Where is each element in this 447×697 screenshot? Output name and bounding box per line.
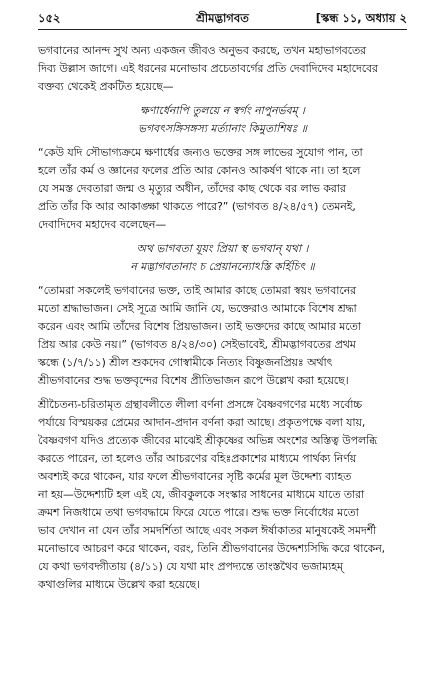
text-line: শ্রীচৈতন্য-চরিতামৃত গ্রন্থাবলীতে লীলা বর্ণনা প্রসঙ্গে বৈষ্ণবগণের মধ্যে সর্বোচ্চ — [38, 398, 363, 411]
text-line: না হয়—উদ্দেশ্যটি হল এই যে, জীবকুলকে সংস্কার সাধনের মাধ্যমে যাতে তারা — [38, 488, 365, 501]
text-line: শ্রীভগবানের শুদ্ধ ভক্তবৃন্দের বিশেষ প্রীতিভাজন রূপে উল্লেখ করা হয়েছে। — [38, 374, 349, 387]
text-line: করেন এবং আমি তাঁদের বিশেষ প্রিয়ভাজন। তাই ভক্তদের কাছে আমার মতো — [38, 320, 361, 333]
verse-1 — [38, 102, 407, 138]
paragraph-3 — [38, 282, 407, 390]
chapter-info: [স্কন্ধ ১১, অধ্যায় ২ — [315, 11, 407, 25]
text-line: “কেউ যদি সৌভাগ্যক্রমে ক্ষণার্ধের জন্যও ভক্তের সঙ্গ লাভের সুযোগ পান, তা — [38, 146, 363, 159]
page-body — [38, 42, 407, 594]
paragraph-4 — [38, 396, 407, 594]
text-line: প্রতি তাঁর কি আর আকাঙ্ক্ষা থাকতে পারে?” (ভাগবত ৪/২৪/৫৭) তেমনই, — [38, 200, 356, 213]
verse-line: অথ ভাগবতা যূয়ং প্রিয়া স্থ ভগবান্ যথা । — [136, 242, 309, 255]
text-line: অবশ্যই করে থাকেন, যার ফলে শ্রীভগবানের সৃষ্টি কর্মের মূল উদ্দেশ্য ব্যাহত — [38, 470, 352, 483]
text-line: মনোভাবে আচরণ করে থাকেন, বরং, তিনি শ্রীভগবানের উদ্দেশ্যসিদ্ধি করে থাকেন, — [38, 542, 386, 555]
text-line: দিব্য উল্লাস জাগে। এই ধরনের মনোভাব প্রচেতাবর্গের প্রতি দেবাদিদেব মহাদেবের — [38, 62, 378, 75]
text-line: পর্যায়ে বিস্ময়কর প্রেমের আদান-প্রদান বর্ণনা করা আছে। প্রকৃতপক্ষে বলা যায়, — [38, 416, 366, 429]
text-line: যে সমস্ত দেবতারা জন্ম ও মৃত্যুর অধীন, তাঁদের কাছ থেকে বর লাভ করার — [38, 182, 346, 195]
text-line: ভগবানের আনন্দ সুখ অন্য একজন জীবও অনুভব করছে, তখন মহাভাগবতের — [38, 44, 367, 57]
verse-2 — [38, 240, 407, 276]
page-number: ১৫২ — [38, 11, 61, 25]
verse-line: ক্ষণার্ধেনাপি তুলয়ে ন স্বর্গং নাপুনর্ভবম্ । — [140, 104, 305, 117]
text-line: মতো শ্রদ্ধাভাজন। সেই সূত্রে আমি জানি যে, ভক্তেরাও আমাকে বিশেষ শ্রদ্ধা — [38, 302, 357, 315]
text-line: ভাব দেখান না যেন তাঁর সমদর্শিতা আছে এবং সকল ঈর্ষাকাতর মানুষকেই সমদর্শী — [38, 524, 377, 537]
verse-line: ন মদ্ভাগবতানাং চ প্রেয়ানন্যোঽস্তি কর্হিচিৎ ॥ — [130, 260, 315, 273]
book-title: শ্রীমদ্ভাগবত — [196, 11, 249, 25]
text-line: বৈষ্ণবগণ যদিও প্রত্যেক জীবের মাঝেই শ্রীকৃষ্ণের অভিন্ন অংশের অস্তিত্ব উপলব্ধি — [38, 434, 377, 447]
page-header — [38, 10, 407, 28]
text-line: কথাগুলির মাধ্যমে উল্লেখ করা হয়েছে। — [38, 578, 200, 591]
text-line: যে কথা ভগবদ্গীতায় (৪/১১) যে যথা মাং প্রপদ্যন্তে তাংস্তথৈব ভজাম্যহম্ — [38, 560, 343, 573]
text-line: হলে তাঁর কর্ম ও জ্ঞানের ফলের প্রতি আর কোনও আকর্ষণ থাকে না। তা হলে — [38, 164, 361, 177]
verse-line: ভগবৎসঙ্গিসঙ্গস্য মর্ত্যানাং কিমুতাশিষঃ ॥ — [138, 122, 307, 135]
text-line: দেবাদিদেব মহাদেব বলেছেন— — [38, 218, 167, 231]
text-line: করতে পারেন, তা হলেও তাঁর আচরণের বহিঃপ্রকাশের মাধ্যমে পার্থক্য নির্ণয় — [38, 452, 357, 465]
header-rule — [38, 29, 407, 30]
text-line: স্কন্ধে (১/৭/১১) শ্রীল শুকদেব গোস্বামীকে নিত্যং বিষ্ণুজনপ্রিয়ঃ অর্থাৎ — [38, 356, 333, 369]
text-line: “তোমরা সকলেই ভগবানের ভক্ত, তাই আমার কাছে তোমরা স্বয়ং ভগবানের — [38, 284, 357, 297]
text-line: প্রিয় আর কেউ নয়।” (ভাগবত ৪/২৪/৩০) সেইভাবেই, শ্রীমদ্ভাগবতের প্রথম — [38, 338, 356, 351]
text-line: বক্তব্য থেকেই প্রকটিত হয়েছে— — [38, 80, 174, 93]
paragraph-1 — [38, 42, 407, 96]
text-line: ক্রমশ নিজধামে তথা ভগবদ্ধামে ফিরে যেতে পারে। শুদ্ধ ভক্ত নির্বোধের মতো — [38, 506, 359, 519]
paragraph-2 — [38, 144, 407, 234]
